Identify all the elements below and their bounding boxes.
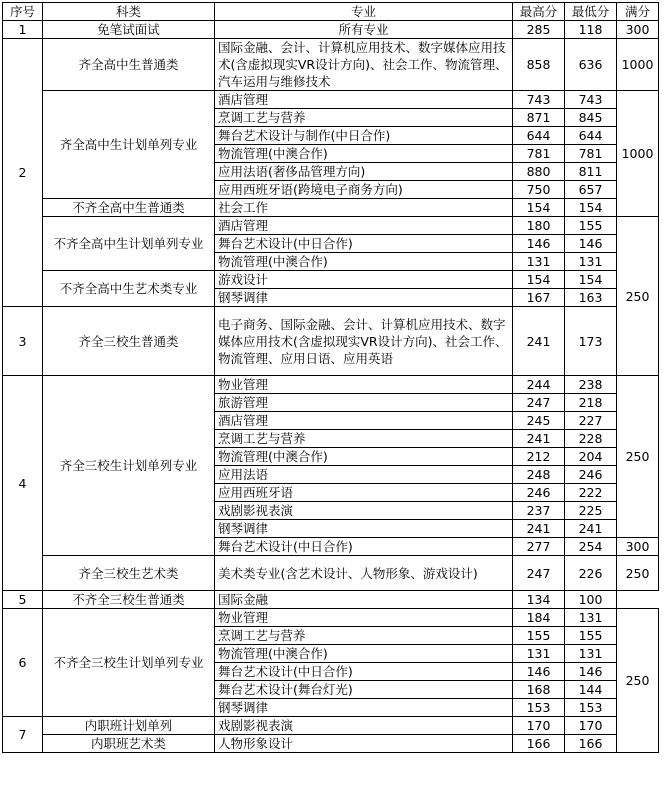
major-cell: 物业管理 — [215, 376, 513, 394]
min-score-cell: 227 — [565, 412, 617, 430]
max-score-cell: 781 — [513, 145, 565, 163]
header-cell-full-score: 满分 — [617, 3, 659, 21]
major-cell: 钢琴调律 — [215, 289, 513, 307]
major-cell: 钢琴调律 — [215, 699, 513, 717]
max-score-cell: 743 — [513, 91, 565, 109]
major-cell: 应用法语 — [215, 466, 513, 484]
table-row — [3, 591, 659, 609]
max-score-cell: 277 — [513, 538, 565, 556]
row-number: 4 — [3, 376, 43, 591]
min-score-cell: 225 — [565, 502, 617, 520]
min-score-cell: 153 — [565, 699, 617, 717]
min-score-cell: 204 — [565, 448, 617, 466]
min-score-cell: 154 — [565, 199, 617, 217]
category-cell: 不齐全三校生普通类 — [43, 591, 215, 609]
row-number: 2 — [3, 39, 43, 307]
max-score-cell: 131 — [513, 645, 565, 663]
table-row — [3, 376, 659, 394]
category-cell: 不齐全高中生普通类 — [43, 199, 215, 217]
min-score-cell: 154 — [565, 271, 617, 289]
table-row — [3, 21, 659, 39]
major-cell: 舞台艺术设计(中日合作) — [215, 538, 513, 556]
max-score-cell: 871 — [513, 109, 565, 127]
max-score-cell: 134 — [513, 591, 565, 609]
full-score-cell: 250 — [617, 556, 659, 591]
row-number: 3 — [3, 307, 43, 376]
min-score-cell: 644 — [565, 127, 617, 145]
min-score-cell: 170 — [565, 717, 617, 735]
min-score-cell: 131 — [565, 253, 617, 271]
min-score-cell: 811 — [565, 163, 617, 181]
major-cell: 戏剧影视表演 — [215, 502, 513, 520]
full-score-cell: 250 — [617, 609, 659, 753]
row-number: 6 — [3, 609, 43, 717]
category-cell: 齐全高中生普通类 — [43, 39, 215, 91]
major-cell: 舞台艺术设计(中日合作) — [215, 235, 513, 253]
min-score-cell: 781 — [565, 145, 617, 163]
min-score-cell: 163 — [565, 289, 617, 307]
major-cell: 舞台艺术设计(舞台灯光) — [215, 681, 513, 699]
max-score-cell: 750 — [513, 181, 565, 199]
min-score-cell: 636 — [565, 39, 617, 91]
category-cell: 不齐全三校生计划单列专业 — [43, 609, 215, 717]
table-row — [3, 609, 659, 627]
full-score-cell: 1000 — [617, 91, 659, 217]
max-score-cell: 880 — [513, 163, 565, 181]
major-cell: 应用西班牙语(跨境电子商务方向) — [215, 181, 513, 199]
category-cell: 齐全三校生计划单列专业 — [43, 376, 215, 556]
category-cell: 齐全三校生艺术类 — [43, 556, 215, 591]
major-cell: 物流管理(中澳合作) — [215, 645, 513, 663]
max-score-cell: 146 — [513, 235, 565, 253]
min-score-cell: 131 — [565, 645, 617, 663]
score-table — [2, 2, 659, 753]
min-score-cell: 144 — [565, 681, 617, 699]
row-number: 7 — [3, 717, 43, 753]
table-row — [3, 199, 659, 217]
min-score-cell: 246 — [565, 466, 617, 484]
category-cell: 内职班艺术类 — [43, 735, 215, 753]
full-score-cell: 300 — [617, 538, 659, 556]
category-cell: 内职班计划单列 — [43, 717, 215, 735]
max-score-cell: 246 — [513, 484, 565, 502]
major-cell: 酒店管理 — [215, 217, 513, 235]
min-score-cell: 657 — [565, 181, 617, 199]
category-cell: 不齐全高中生艺术类专业 — [43, 271, 215, 307]
max-score-cell: 184 — [513, 609, 565, 627]
table-row — [3, 735, 659, 753]
major-cell: 酒店管理 — [215, 91, 513, 109]
min-score-cell: 238 — [565, 376, 617, 394]
min-score-cell: 254 — [565, 538, 617, 556]
min-score-cell: 228 — [565, 430, 617, 448]
max-score-cell: 285 — [513, 21, 565, 39]
min-score-cell: 241 — [565, 520, 617, 538]
min-score-cell: 146 — [565, 663, 617, 681]
min-score-cell: 226 — [565, 556, 617, 591]
max-score-cell: 180 — [513, 217, 565, 235]
max-score-cell: 167 — [513, 289, 565, 307]
max-score-cell: 241 — [513, 520, 565, 538]
max-score-cell: 245 — [513, 412, 565, 430]
max-score-cell: 146 — [513, 663, 565, 681]
table-row — [3, 717, 659, 735]
category-cell: 免笔试面试 — [43, 21, 215, 39]
table-body — [3, 21, 659, 753]
major-cell: 应用西班牙语 — [215, 484, 513, 502]
major-cell: 烹调工艺与营养 — [215, 627, 513, 645]
category-cell: 齐全三校生普通类 — [43, 307, 215, 376]
min-score-cell: 146 — [565, 235, 617, 253]
major-cell: 舞台艺术设计与制作(中日合作) — [215, 127, 513, 145]
major-cell: 美术类专业(含艺术设计、人物形象、游戏设计) — [215, 556, 513, 591]
major-cell: 游戏设计 — [215, 271, 513, 289]
max-score-cell: 154 — [513, 271, 565, 289]
max-score-cell: 166 — [513, 735, 565, 753]
header-cell-max-score: 最高分 — [513, 3, 565, 21]
min-score-cell: 155 — [565, 627, 617, 645]
full-score-cell: 300 — [617, 21, 659, 39]
category-cell: 齐全高中生计划单列专业 — [43, 91, 215, 199]
max-score-cell: 131 — [513, 253, 565, 271]
major-cell: 物流管理(中澳合作) — [215, 145, 513, 163]
full-score-cell: 250 — [617, 376, 659, 538]
major-cell: 旅游管理 — [215, 394, 513, 412]
min-score-cell: 222 — [565, 484, 617, 502]
major-cell: 物流管理(中澳合作) — [215, 448, 513, 466]
major-cell: 国际金融、会计、计算机应用技术、数字媒体应用技术(含虚拟现实VR设计方向)、社会工作、物流管理、汽车运用与维修技术 — [215, 39, 513, 91]
max-score-cell: 212 — [513, 448, 565, 466]
min-score-cell: 100 — [565, 591, 617, 609]
min-score-cell: 743 — [565, 91, 617, 109]
max-score-cell: 858 — [513, 39, 565, 91]
max-score-cell: 644 — [513, 127, 565, 145]
header-cell-category: 科类 — [43, 3, 215, 21]
max-score-cell: 248 — [513, 466, 565, 484]
max-score-cell: 170 — [513, 717, 565, 735]
major-cell: 钢琴调律 — [215, 520, 513, 538]
row-number: 5 — [3, 591, 43, 609]
max-score-cell: 155 — [513, 627, 565, 645]
table-row — [3, 91, 659, 109]
header-cell-min-score: 最低分 — [565, 3, 617, 21]
max-score-cell: 168 — [513, 681, 565, 699]
min-score-cell: 166 — [565, 735, 617, 753]
max-score-cell: 241 — [513, 307, 565, 376]
min-score-cell: 173 — [565, 307, 617, 376]
min-score-cell: 131 — [565, 609, 617, 627]
table-row — [3, 217, 659, 235]
min-score-cell: 845 — [565, 109, 617, 127]
header-cell-no: 序号 — [3, 3, 43, 21]
major-cell: 酒店管理 — [215, 412, 513, 430]
major-cell: 烹调工艺与营养 — [215, 109, 513, 127]
row-number: 1 — [3, 21, 43, 39]
major-cell: 人物形象设计 — [215, 735, 513, 753]
max-score-cell: 247 — [513, 556, 565, 591]
min-score-cell: 218 — [565, 394, 617, 412]
major-cell: 国际金融 — [215, 591, 513, 609]
major-cell: 舞台艺术设计(中日合作) — [215, 663, 513, 681]
max-score-cell: 153 — [513, 699, 565, 717]
full-score-cell: 1000 — [617, 39, 659, 91]
min-score-cell: 155 — [565, 217, 617, 235]
max-score-cell: 244 — [513, 376, 565, 394]
table-row — [3, 307, 659, 376]
header-cell-major: 专业 — [215, 3, 513, 21]
major-cell: 所有专业 — [215, 21, 513, 39]
max-score-cell: 247 — [513, 394, 565, 412]
major-cell: 应用法语(奢侈品管理方向) — [215, 163, 513, 181]
major-cell: 烹调工艺与营养 — [215, 430, 513, 448]
full-score-cell: 250 — [617, 217, 659, 376]
major-cell: 物流管理(中澳合作) — [215, 253, 513, 271]
max-score-cell: 154 — [513, 199, 565, 217]
major-cell: 电子商务、国际金融、会计、计算机应用技术、数字媒体应用技术(含虚拟现实VR设计方向)、社会工作、物流管理、应用日语、应用英语 — [215, 307, 513, 376]
table-row — [3, 271, 659, 289]
table-row — [3, 39, 659, 91]
table-row — [3, 556, 659, 591]
major-cell: 戏剧影视表演 — [215, 717, 513, 735]
max-score-cell: 241 — [513, 430, 565, 448]
min-score-cell: 118 — [565, 21, 617, 39]
major-cell: 社会工作 — [215, 199, 513, 217]
category-cell: 不齐全高中生计划单列专业 — [43, 217, 215, 271]
max-score-cell: 237 — [513, 502, 565, 520]
major-cell: 物业管理 — [215, 609, 513, 627]
header-row — [3, 3, 659, 21]
